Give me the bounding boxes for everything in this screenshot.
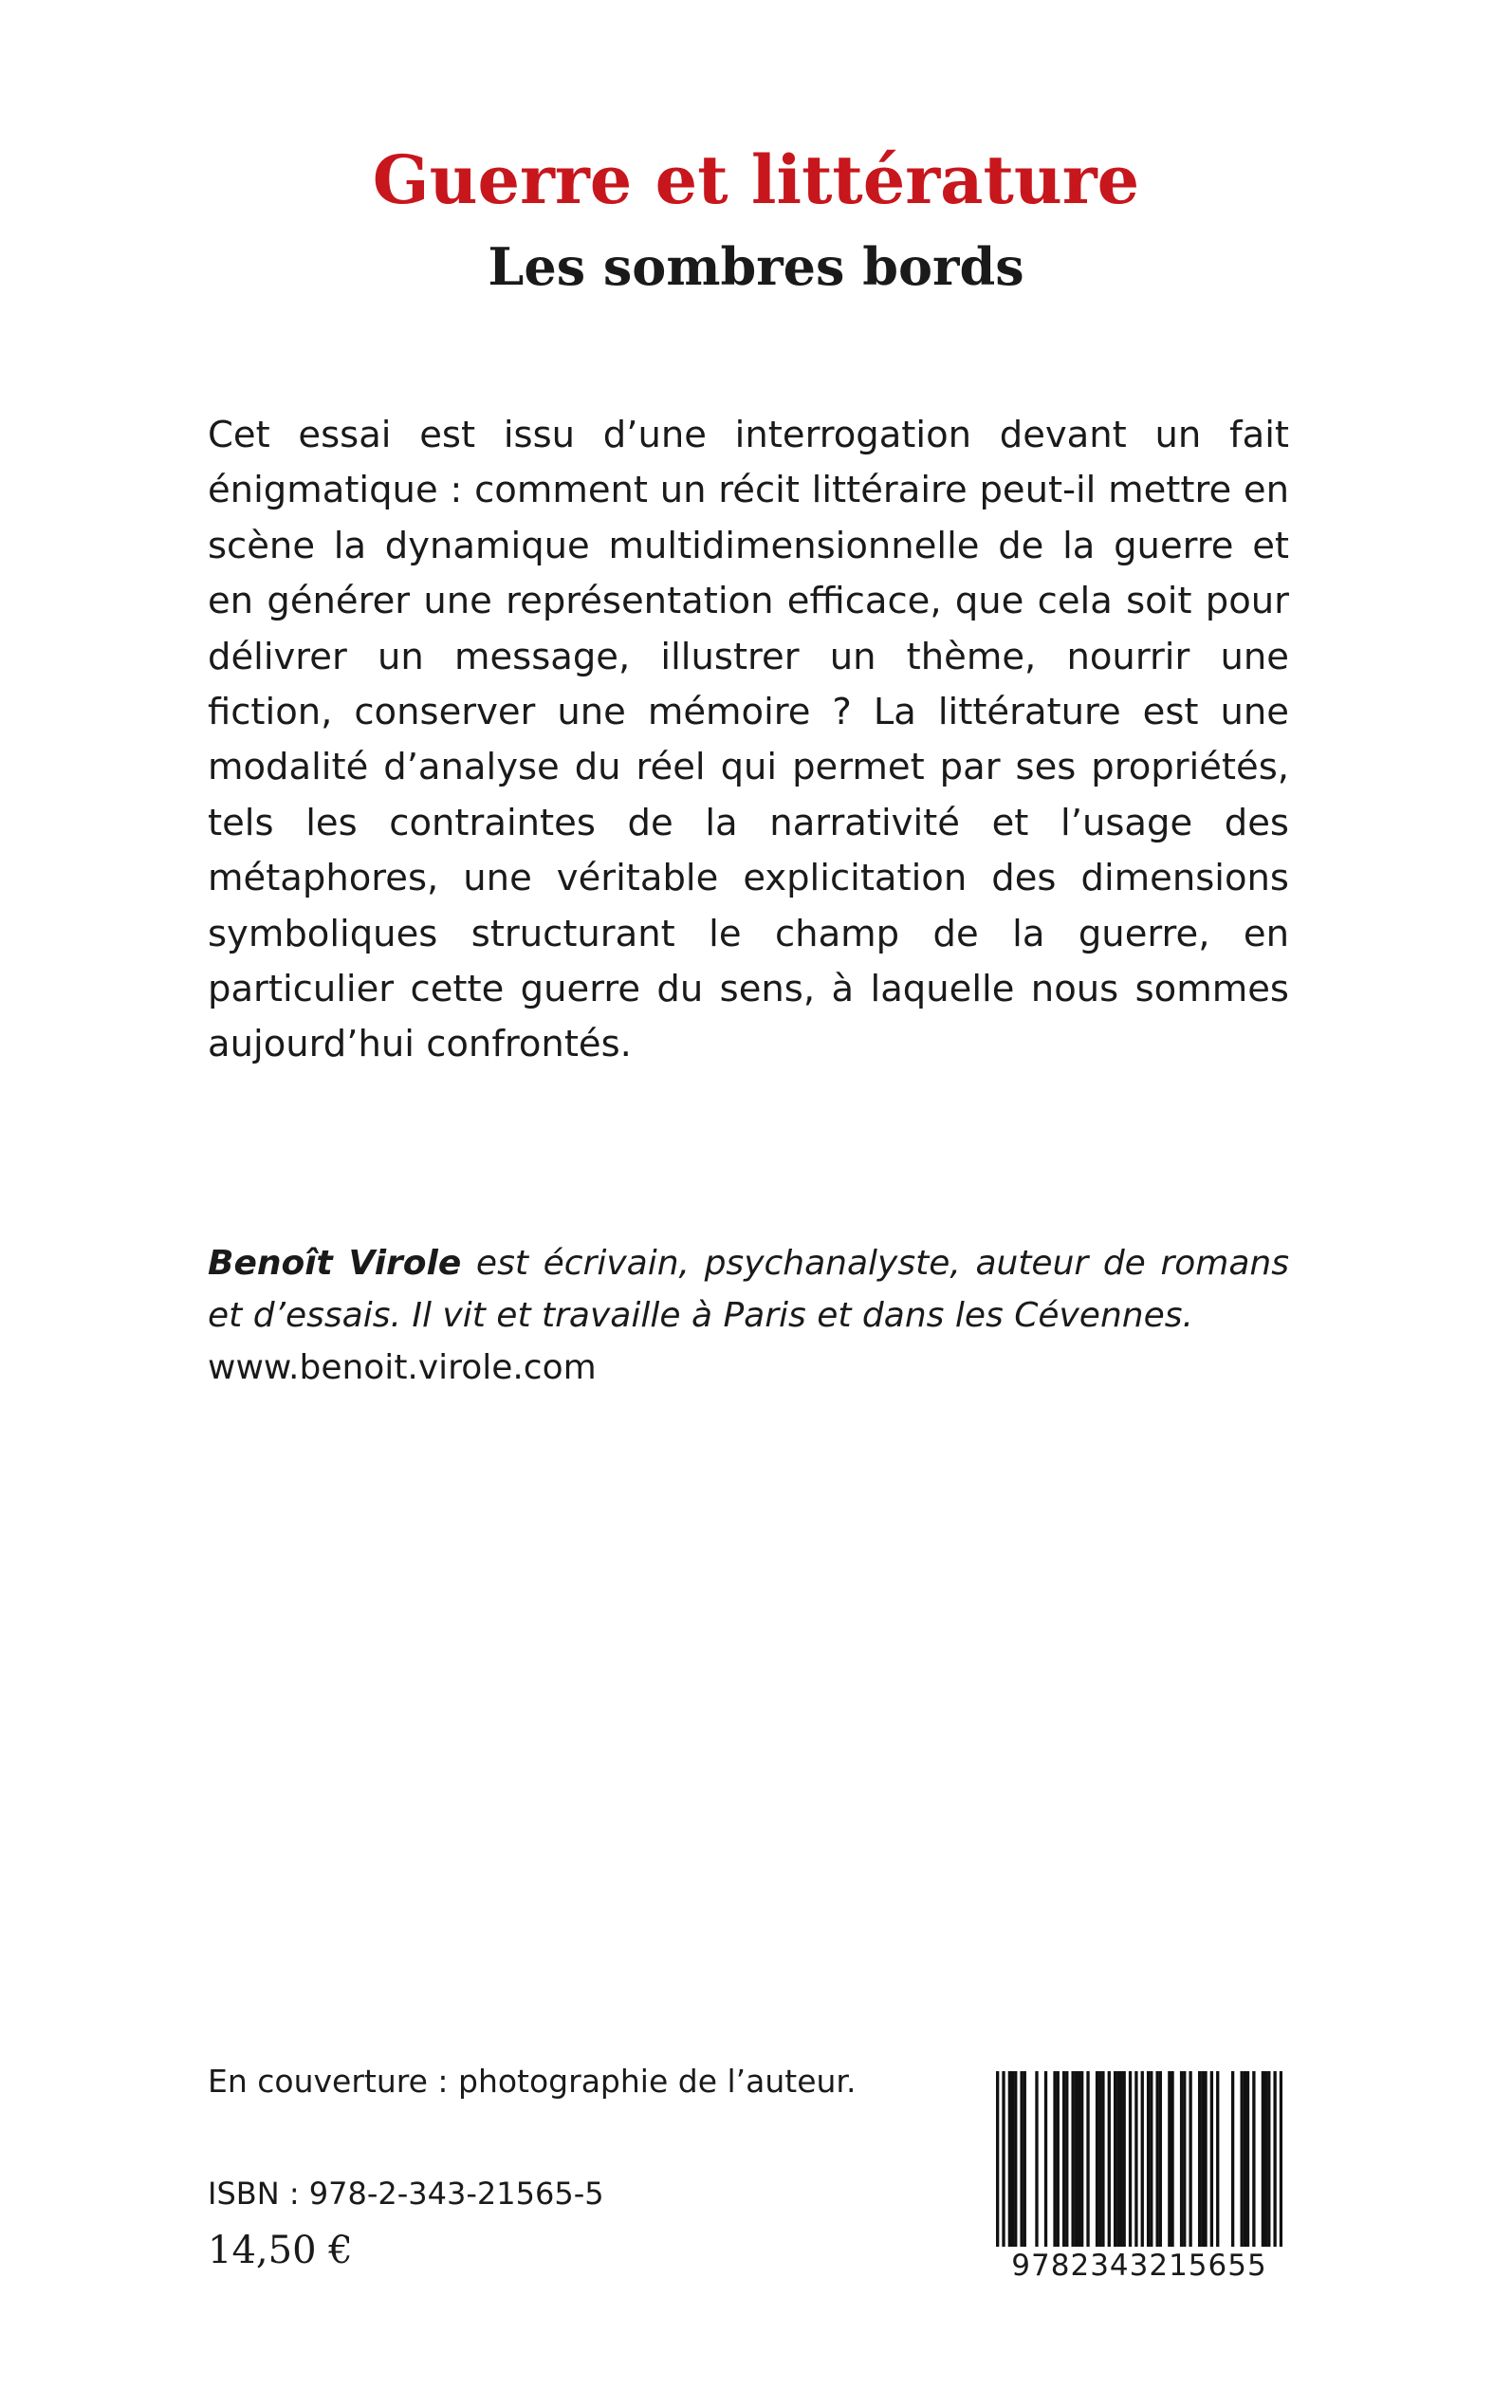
barcode-bar — [1198, 2071, 1201, 2248]
barcode-bar — [1150, 2071, 1152, 2248]
barcode-bar — [1011, 2071, 1014, 2248]
barcode-bar — [1201, 2071, 1204, 2248]
book-subtitle: Les sombres bords — [488, 236, 1024, 297]
barcode-bar — [1180, 2071, 1183, 2248]
barcode-bar — [1119, 2071, 1122, 2248]
barcode-bar — [1020, 2071, 1023, 2248]
barcode-bar — [1116, 2071, 1119, 2248]
barcode-bar — [1204, 2071, 1207, 2248]
author-bio-text: est écrivain, psychanalyste, auteur de romans et d’essais. Il vit et travaille à Paris et dans les Cévennes. — [208, 1244, 1289, 1335]
book-title: Guerre et littérature — [372, 140, 1140, 219]
barcode-bar — [1023, 2071, 1026, 2248]
barcode-bar — [1240, 2071, 1243, 2248]
barcode-bar — [1101, 2071, 1104, 2248]
barcode-bar — [1264, 2071, 1267, 2248]
isbn: ISBN : 978-2-343-21565-5 — [208, 2176, 604, 2212]
barcode-bar — [1053, 2071, 1056, 2248]
cover-credit: En couverture : photographie de l’auteur. — [208, 2063, 857, 2100]
barcode-bar — [1071, 2071, 1074, 2248]
barcode-bar — [1044, 2071, 1047, 2248]
barcode-bar — [1014, 2071, 1017, 2248]
author-bio — [208, 1237, 1289, 1342]
barcode-bar — [1098, 2071, 1101, 2248]
author-website: www.benoit.virole.com — [208, 1348, 597, 1387]
barcode-bar — [1147, 2071, 1150, 2248]
barcode-bar — [1244, 2071, 1246, 2248]
book-blurb: Cet essai est issu d’une interrogation devant un fait énigmatique : comment un récit littéraire peut-il mettre en scène la dynamique multidimensionnelle de la guerre et en générer une représentation efficace, que cela soit pour délivrer un message, illustrer un thème, nourrir une fiction, conserver une mémoire ? La littérature est une modalité d’analyse du réel qui permet par ses propriétés, tels les contraintes de la narrativité et l’usage des métaphores, une véritable explicitation des dimensions symboliques structurant le champ de la guerre, en particulier cette guerre du sens, à laquelle nous sommes aujourd’hui confrontés. — [208, 414, 1289, 1066]
barcode-number: 9782343215655 — [996, 2247, 1282, 2285]
author-name: Benoît Virole — [208, 1244, 462, 1283]
barcode-bar — [1262, 2071, 1264, 2248]
barcode-bar — [1035, 2071, 1038, 2248]
barcode-bar — [1168, 2071, 1171, 2248]
barcode-bar — [1216, 2071, 1219, 2248]
barcode-bar — [1123, 2071, 1126, 2248]
barcode-bar — [1062, 2071, 1065, 2248]
barcode-bar — [1008, 2071, 1011, 2248]
barcode-bar — [1080, 2071, 1083, 2248]
price: 14,50 € — [208, 2229, 353, 2272]
barcode-bar — [1114, 2071, 1116, 2248]
barcode-bar — [1159, 2071, 1162, 2248]
barcode-bar — [1078, 2071, 1080, 2248]
barcode-bar — [1189, 2071, 1191, 2248]
barcode-bar — [1252, 2071, 1255, 2248]
barcode-bar — [1096, 2071, 1098, 2248]
barcode-bar — [1231, 2071, 1234, 2248]
barcode-bar — [1057, 2071, 1060, 2248]
barcode-bar — [1210, 2071, 1213, 2248]
barcode-bar — [1108, 2071, 1111, 2248]
barcode-bar — [1155, 2071, 1158, 2248]
barcode-bar — [1075, 2071, 1078, 2248]
barcode-bar — [1129, 2071, 1132, 2248]
barcode-bar — [1183, 2071, 1186, 2248]
barcode-bar — [1171, 2071, 1173, 2248]
barcode-bar — [1246, 2071, 1249, 2248]
barcode-bar — [1065, 2071, 1068, 2248]
barcode-bar — [1086, 2071, 1089, 2248]
barcode-bar — [1267, 2071, 1270, 2248]
